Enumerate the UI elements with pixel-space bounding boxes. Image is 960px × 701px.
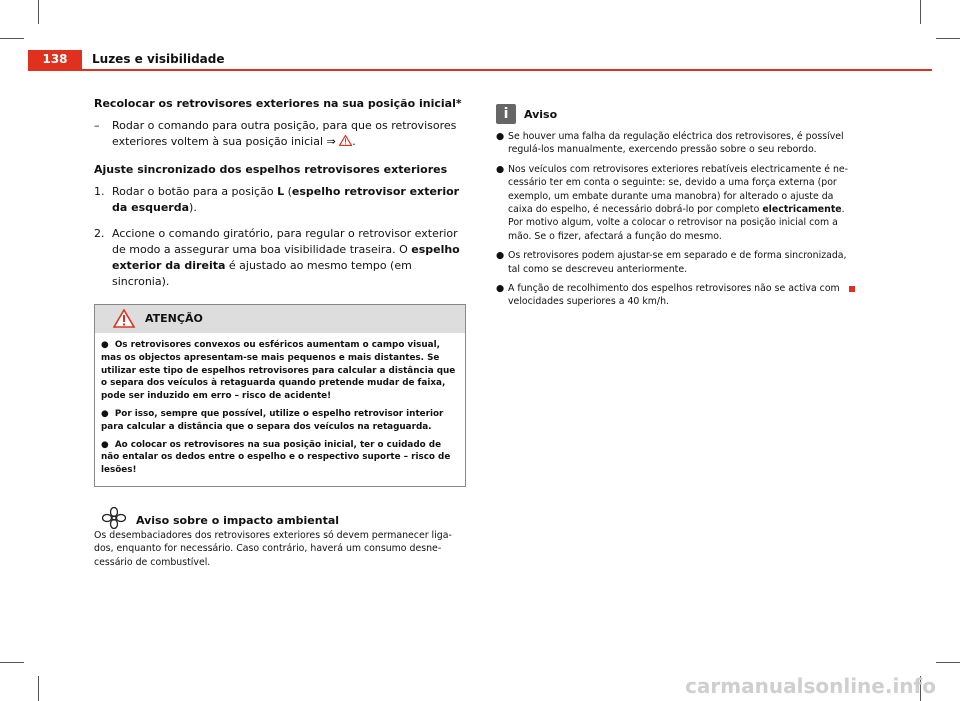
bullet: ● bbox=[101, 408, 109, 419]
crop-mark bbox=[38, 676, 39, 701]
warning-text: Ao colocar os retrovisores na sua posição inicial, ter o cuidado de não entalar os dedos entre o espelho e o respectivo suporte – risco de lesões! bbox=[101, 439, 451, 476]
step-text: ). bbox=[189, 201, 197, 214]
instruction-text: Rodar o comando para outra posição, para que os retrovisores exteriores voltem à sua posição inicial ⇒ bbox=[112, 119, 457, 148]
bullet: ● bbox=[496, 131, 505, 142]
warning-item bbox=[101, 439, 459, 477]
crop-mark bbox=[0, 662, 24, 663]
flower-icon bbox=[102, 507, 126, 529]
warning-text: Por isso, sempre que possível, utilize o espelho retrovisor interior para calcular a distância que o separa dos veículos na retaguarda. bbox=[101, 408, 444, 432]
step-item bbox=[94, 184, 466, 216]
bullet: ● bbox=[496, 283, 505, 295]
environment-title: Aviso sobre o impacto ambiental bbox=[136, 513, 340, 527]
warning-body bbox=[95, 333, 465, 486]
crop-mark bbox=[0, 38, 24, 39]
note-item bbox=[496, 130, 858, 157]
warning-icon bbox=[113, 309, 135, 328]
warning-header bbox=[95, 305, 465, 333]
step-item bbox=[94, 226, 466, 290]
header-rule bbox=[28, 69, 932, 71]
bullet: ● bbox=[101, 340, 109, 350]
crop-mark bbox=[920, 0, 921, 24]
note-text: Se houver uma falha da regulação eléctrica dos retrovisores, é possível regulá-los manualmente, exercendo pressão sobre o seu rebordo. bbox=[508, 131, 844, 156]
warning-box bbox=[94, 304, 466, 487]
step-key: L bbox=[277, 185, 285, 198]
warning-item bbox=[101, 408, 459, 434]
note-item bbox=[496, 282, 858, 309]
bullet: ● bbox=[496, 250, 505, 262]
step-bold: espelho exterior da direita bbox=[112, 243, 460, 272]
warning-item bbox=[101, 339, 459, 403]
environment-note bbox=[94, 507, 466, 569]
warning-ref-icon bbox=[339, 135, 352, 146]
note-text: Os retrovisores podem ajustar-se em separado e de forma sincronizada, tal como se descreveu anteriormente. bbox=[508, 250, 847, 275]
note-text: A função de recolhimento dos espelhos retrovisores não se activa com velocidades superiores a 40 km/h. bbox=[508, 283, 840, 308]
step-bold: espelho retrovisor exterior da esquerda bbox=[112, 185, 460, 214]
step-text: é ajustado ao mesmo tempo (em sincronia). bbox=[112, 259, 412, 288]
environment-header bbox=[94, 507, 466, 529]
step-text: Rodar o botão para a posição bbox=[112, 185, 278, 198]
note-header bbox=[496, 104, 858, 124]
left-column bbox=[94, 96, 466, 569]
end-marker bbox=[849, 286, 855, 292]
step-text: ( bbox=[284, 185, 292, 198]
watermark: carmanualsonline.info bbox=[685, 674, 936, 698]
step-number: 2. bbox=[94, 227, 105, 240]
page-number: 138 bbox=[28, 50, 82, 69]
step-text: Accione o comando giratório, para regular o retrovisor exterior de modo a assegurar uma boa visibilidade traseira. O bbox=[112, 227, 458, 256]
section-title: Luzes e visibilidade bbox=[92, 52, 225, 66]
crop-mark bbox=[936, 38, 960, 39]
note-title: Aviso bbox=[524, 108, 558, 121]
note-bold: electricamente bbox=[762, 204, 842, 216]
bullet: ● bbox=[496, 163, 505, 175]
warning-title: ATENÇÃO bbox=[145, 312, 203, 325]
note-text: . Por motivo algum, volte a colocar o retrovisor na posição inicial com a mão. Se o fizer, afectará a função do mesmo. bbox=[508, 204, 845, 242]
dash-marker: – bbox=[94, 119, 100, 132]
right-column bbox=[496, 104, 858, 315]
note-item bbox=[496, 249, 858, 276]
section-heading-reset: Recolocar os retrovisores exteriores na sua posição inicial* bbox=[94, 97, 462, 110]
step-number: 1. bbox=[94, 185, 105, 198]
bullet: ● bbox=[101, 439, 109, 450]
instruction-item: – Rodar o comando para outra posição, para que os retrovisores exteriores voltem à sua posição inicial ⇒ . bbox=[94, 119, 457, 148]
environment-text: Os desembaciadores dos retrovisores exteriores só devem permanecer ligados, enquanto for necessário. Caso contrário, haverá um consumo desnecessário de combustível. bbox=[94, 529, 452, 568]
info-icon: i bbox=[496, 104, 516, 124]
section-heading-sync: Ajuste sincronizado dos espelhos retrovisores exteriores bbox=[94, 163, 448, 176]
note-text: Nos veículos com retrovisores exteriores rebatíveis electricamente é necessário ter em conta o seguinte: se, devido a uma força externa (por exemplo, um embate durante uma manobra) for alterado o ajuste da caixa do espelho, é necessário dobrá-lo por completo bbox=[508, 163, 849, 216]
note-item bbox=[496, 163, 858, 243]
crop-mark bbox=[38, 0, 39, 24]
warning-text: Os retrovisores convexos ou esféricos aumentam o campo visual, mas os objectos apresentam-se mais pequenos e mais distantes. Se utilizar este tipo de espelhos retrovisores para calcular a distância que o separa dos veículos à retaguarda quando pretende mudar de faixa, pode ser induzido em erro – risco de acidente! bbox=[101, 340, 456, 402]
crop-mark bbox=[936, 662, 960, 663]
